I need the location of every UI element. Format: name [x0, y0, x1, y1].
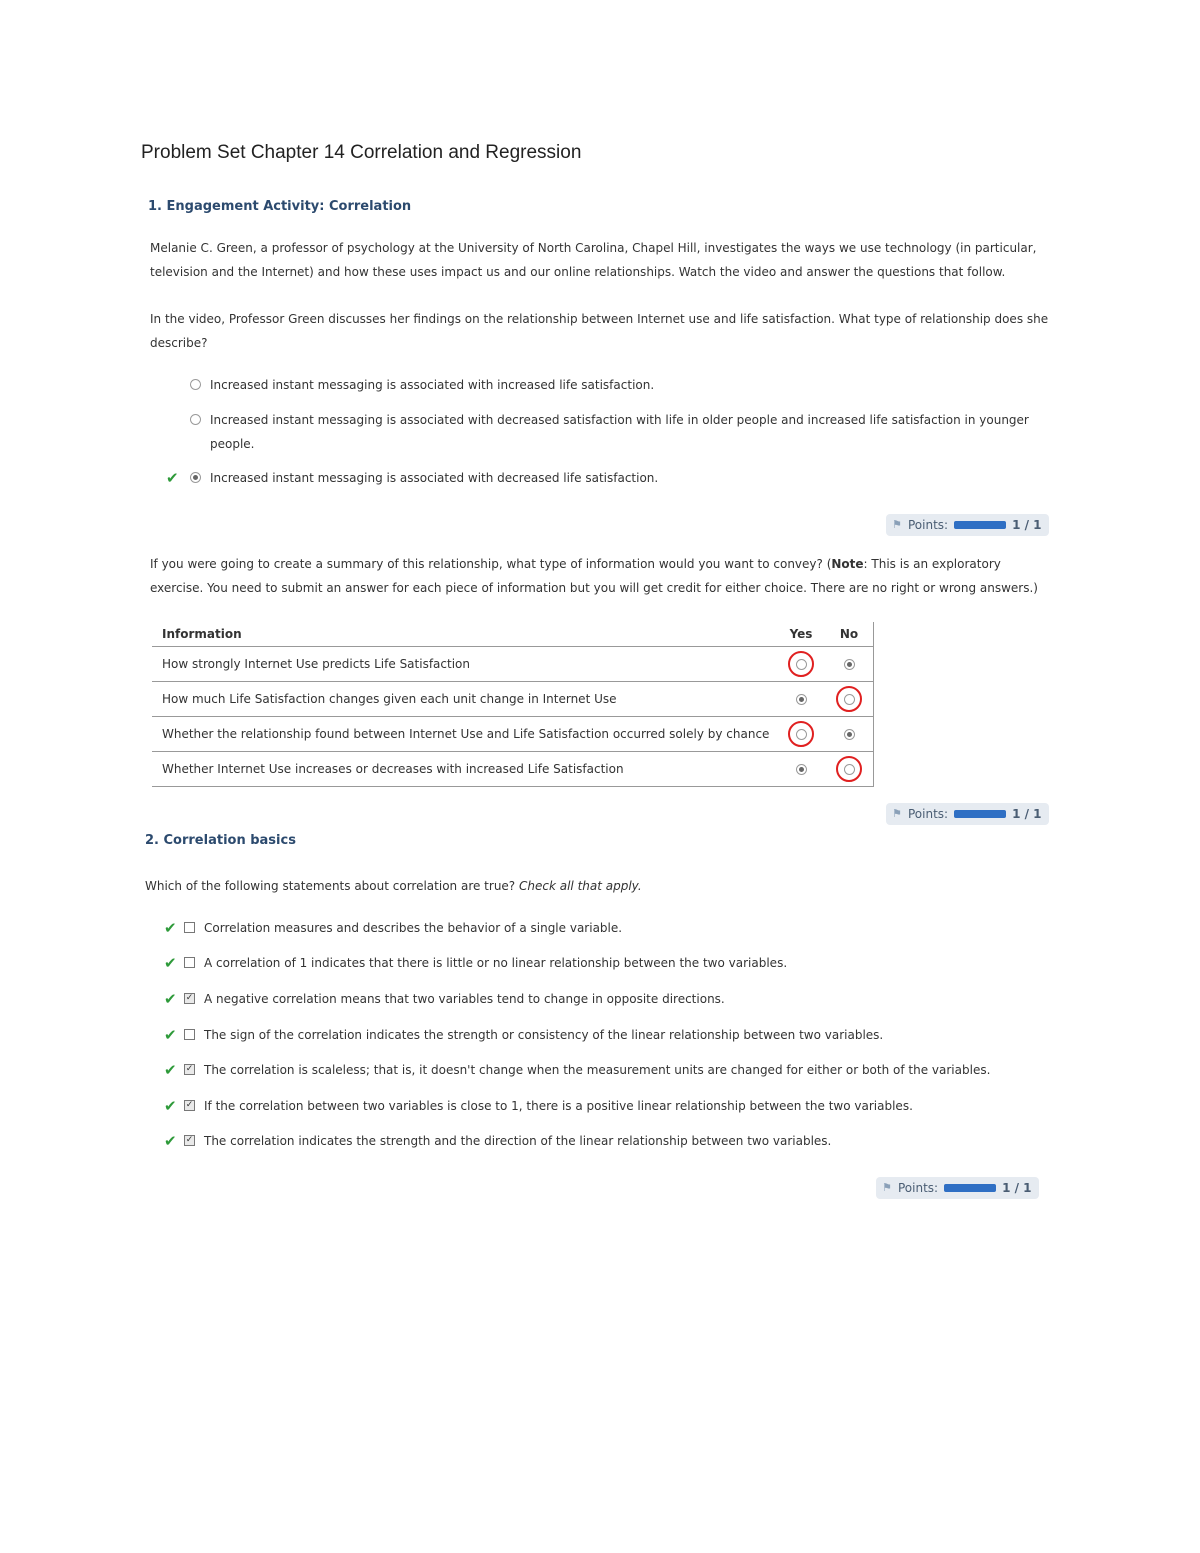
- table-header-row: [152, 622, 874, 647]
- points-score: 1 / 1: [1012, 807, 1042, 821]
- points-label: Points:: [898, 1181, 939, 1195]
- header-no: No: [825, 622, 874, 647]
- points-progress-bar: [954, 521, 1006, 529]
- correct-check-icon: ✔: [166, 469, 179, 487]
- row-label: How strongly Internet Use predicts Life Satisfaction: [152, 647, 777, 682]
- header-information: Information: [152, 622, 777, 647]
- no-cell[interactable]: [825, 682, 874, 717]
- header-yes: Yes: [777, 622, 825, 647]
- radio-no-selected[interactable]: [844, 729, 855, 740]
- highlight-ring: [836, 756, 862, 782]
- radio-yes-selected[interactable]: [796, 764, 807, 775]
- row-label: Whether Internet Use increases or decreases with increased Life Satisfaction: [152, 752, 777, 787]
- highlight-ring: [836, 686, 862, 712]
- table-row: [152, 752, 874, 787]
- option-text: Increased instant messaging is associated with increased life satisfaction.: [210, 378, 655, 392]
- points-score: 1 / 1: [1012, 518, 1042, 532]
- question-2-prompt-italic: Check all that apply.: [519, 879, 642, 893]
- radio-button[interactable]: [190, 414, 201, 425]
- points-progress-fill: [954, 521, 1006, 529]
- no-cell[interactable]: [825, 752, 874, 787]
- option-text: Correlation measures and describes the behavior of a single variable.: [204, 921, 623, 935]
- question-2-prompt: [145, 874, 1065, 898]
- question-1-intro: [150, 236, 1070, 284]
- yes-cell[interactable]: [777, 682, 825, 717]
- table-row: [152, 647, 874, 682]
- checkbox-checked[interactable]: ✓: [185, 1100, 194, 1110]
- checkbox[interactable]: [184, 957, 195, 968]
- yes-cell[interactable]: [777, 752, 825, 787]
- radio-button[interactable]: [190, 379, 201, 390]
- correct-check-icon: ✔: [164, 1026, 177, 1044]
- summary-prompt-part-b: : This is an exploratory: [863, 557, 1001, 571]
- points-progress-fill: [954, 810, 1006, 818]
- highlight-ring: [788, 651, 814, 677]
- points-indicator: [886, 803, 1049, 825]
- question-1-prompt: [150, 307, 1070, 355]
- yes-cell[interactable]: [777, 717, 825, 752]
- option-text: [210, 408, 1050, 456]
- row-label: How much Life Satisfaction changes given each unit change in Internet Use: [152, 682, 777, 717]
- table-row: [152, 717, 874, 752]
- question-1-heading: 1. Engagement Activity: Correlation: [148, 199, 412, 214]
- flag-icon: ⚑: [892, 807, 902, 820]
- correct-check-icon: ✔: [164, 1097, 177, 1115]
- points-label: Points:: [908, 807, 949, 821]
- option-text: The sign of the correlation indicates the strength or consistency of the linear relationship between two variables.: [204, 1028, 884, 1042]
- checkbox-checked[interactable]: ✓: [185, 1135, 194, 1145]
- row-label: Whether the relationship found between Internet Use and Life Satisfaction occurred solely by chance: [152, 717, 777, 752]
- option-text-line-1: Increased instant messaging is associated with decreased satisfaction with life in older people and increased life satisfaction in younger: [210, 413, 1029, 427]
- document-title: Problem Set Chapter 14 Correlation and Regression: [141, 142, 582, 163]
- prompt-line-2: describe?: [150, 336, 208, 350]
- intro-line-2: television and the Internet) and how these uses impact us and our online relationships. Watch the video and answer the questions that follow.: [150, 265, 1006, 279]
- radio-no-selected[interactable]: [844, 659, 855, 670]
- option-text: The correlation is scaleless; that is, it doesn't change when the measurement units are changed for either or both of the variables.: [204, 1063, 991, 1077]
- checkbox-checked[interactable]: ✓: [185, 1064, 194, 1074]
- radio-no[interactable]: [844, 694, 855, 705]
- option-text: A correlation of 1 indicates that there is little or no linear relationship between the two variables.: [204, 956, 788, 970]
- highlight-ring: [788, 721, 814, 747]
- summary-prompt-note: Note: [831, 557, 864, 571]
- points-progress-fill: [944, 1184, 996, 1192]
- points-label: Points:: [908, 518, 949, 532]
- option-text: If the correlation between two variables is close to 1, there is a positive linear relationship between the two variables.: [204, 1099, 913, 1113]
- summary-prompt: [150, 552, 1070, 600]
- question-2-heading: 2. Correlation basics: [145, 833, 296, 848]
- radio-yes-selected[interactable]: [796, 694, 807, 705]
- prompt-line-1: In the video, Professor Green discusses her findings on the relationship between Internet use and life satisfaction. What type of relationship does she: [150, 312, 1049, 326]
- correct-check-icon: ✔: [164, 954, 177, 972]
- question-2-prompt-text: Which of the following statements about correlation are true?: [145, 879, 519, 893]
- flag-icon: ⚑: [892, 518, 902, 531]
- radio-button-selected[interactable]: [190, 472, 201, 483]
- radio-yes[interactable]: [796, 659, 807, 670]
- option-text-line-2: people.: [210, 437, 255, 451]
- radio-option-2[interactable]: [166, 408, 1036, 456]
- points-indicator: [876, 1177, 1039, 1199]
- points-progress-bar: [954, 810, 1006, 818]
- no-cell[interactable]: [825, 647, 874, 682]
- flag-icon: ⚑: [882, 1181, 892, 1194]
- correct-check-icon: ✔: [164, 1061, 177, 1079]
- points-progress-bar: [944, 1184, 996, 1192]
- option-text: Increased instant messaging is associated with decreased life satisfaction.: [210, 471, 659, 485]
- no-cell[interactable]: [825, 717, 874, 752]
- information-table: [152, 622, 874, 787]
- radio-yes[interactable]: [796, 729, 807, 740]
- points-score: 1 / 1: [1002, 1181, 1032, 1195]
- checkbox-checked[interactable]: ✓: [185, 993, 194, 1003]
- table-row: [152, 682, 874, 717]
- yes-cell[interactable]: [777, 647, 825, 682]
- intro-line-1: Melanie C. Green, a professor of psychology at the University of North Carolina, Chapel Hill, investigates the ways we use technology (in particular,: [150, 241, 1037, 255]
- radio-no[interactable]: [844, 764, 855, 775]
- option-text: A negative correlation means that two variables tend to change in opposite directions.: [204, 992, 725, 1006]
- option-text: The correlation indicates the strength and the direction of the linear relationship between two variables.: [204, 1134, 832, 1148]
- correct-check-icon: ✔: [164, 990, 177, 1008]
- correct-check-icon: ✔: [164, 919, 177, 937]
- checkbox[interactable]: [184, 922, 195, 933]
- summary-prompt-line-2: exercise. You need to submit an answer for each piece of information but you will get credit for either choice. There are no right or wrong answers.): [150, 581, 1038, 595]
- checkbox[interactable]: [184, 1029, 195, 1040]
- summary-prompt-part-a: If you were going to create a summary of this relationship, what type of information would you want to convey? (: [150, 557, 832, 571]
- points-indicator: [886, 514, 1049, 536]
- correct-check-icon: ✔: [164, 1132, 177, 1150]
